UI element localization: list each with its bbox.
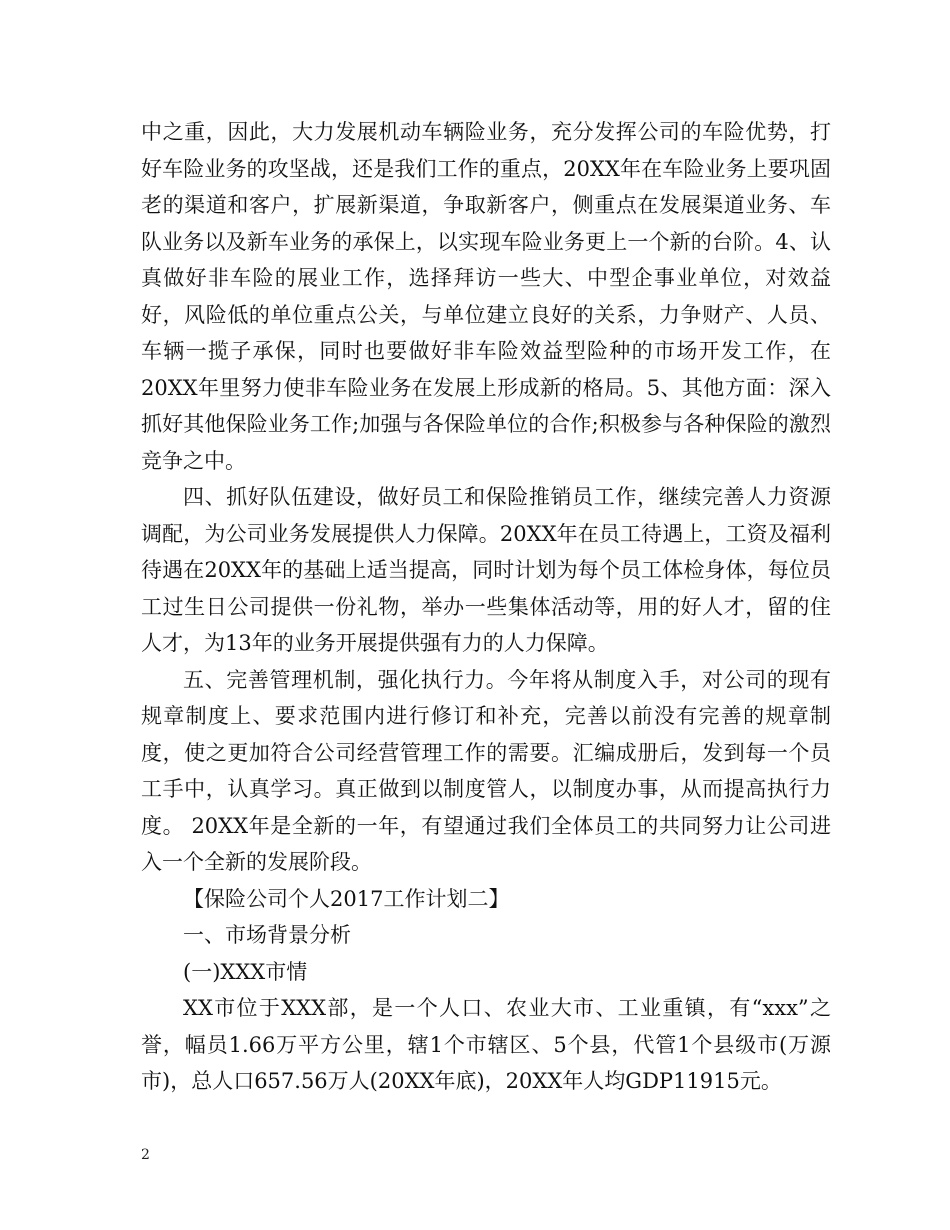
page-number: 2 (141, 1147, 150, 1163)
paragraph-management-mechanism: 五、完善管理机制，强化执行力。今年将从制度入手，对公司的现有规章制度上、要求范围内进行修订和补充，完善以前没有完善的规章制度，使之更加符合公司经营管理工作的需要。汇编成册后，发到每一个员工手中，认真学习。真正做到以制度管人，以制度办事，从而提高执行力度。 20XX年是全新的一年，有望通过我们全体员工的共同努力让公司进入一个全新的发展阶段。 (141, 667, 831, 874)
section-heading-plan-two: 【保险公司个人2017工作计划二】 (183, 886, 510, 911)
paragraph-continued-insurance-plan: 中之重，因此，大力发展机动车辆险业务，充分发挥公司的车险优势，打好车险业务的攻坚战，还是我们工作的重点，20XX年在车险业务上要巩固老的渠道和客户，扩展新渠道，争取新客户，侧重点在发展渠道业务、车队业务以及新车业务的承保上，以实现车险业务更上一个新的台阶。4、认真做好非车险的展业工作，选择拜访一些大、中型企事业单位，对效益好，风险低的单位重点公关，与单位建立良好的关系，力争财产、人员、车辆一揽子承保，同时也要做好非车险效益型险种的市场开发工作，在20XX年里努力使非车险业务在发展上形成新的格局。5、其他方面：深入抓好其他保险业务工作;加强与各保险单位的合作;积极参与各种保险的激烈竞争之中。 (141, 120, 831, 473)
paragraph-city-profile: XX市位于XXX部，是一个人口、农业大市、工业重镇，有“xxx”之誉，幅员1.66万平方公里，辖1个市辖区、5个县，代管1个县级市(万源市)，总人口657.56万人(20XX年底)，20XX年人均GDP11915元。 (141, 996, 831, 1093)
paragraph-team-building: 四、抓好队伍建设，做好员工和保险推销员工作，继续完善人力资源调配，为公司业务发展提供人力保障。20XX年在员工待遇上，工资及福利待遇在20XX年的基础上适当提高，同时计划为每个员工体检身体，每位员工过生日公司提供一份礼物，举办一些集体活动等，用的好人才，留的住人才，为13年的业务开展提供强有力的人力保障。 (141, 485, 831, 655)
document-body (141, 114, 831, 1100)
section-heading-market-background: 一、市场背景分析 (183, 923, 351, 947)
subsection-heading-city-info: (一)XXX市情 (183, 959, 308, 984)
